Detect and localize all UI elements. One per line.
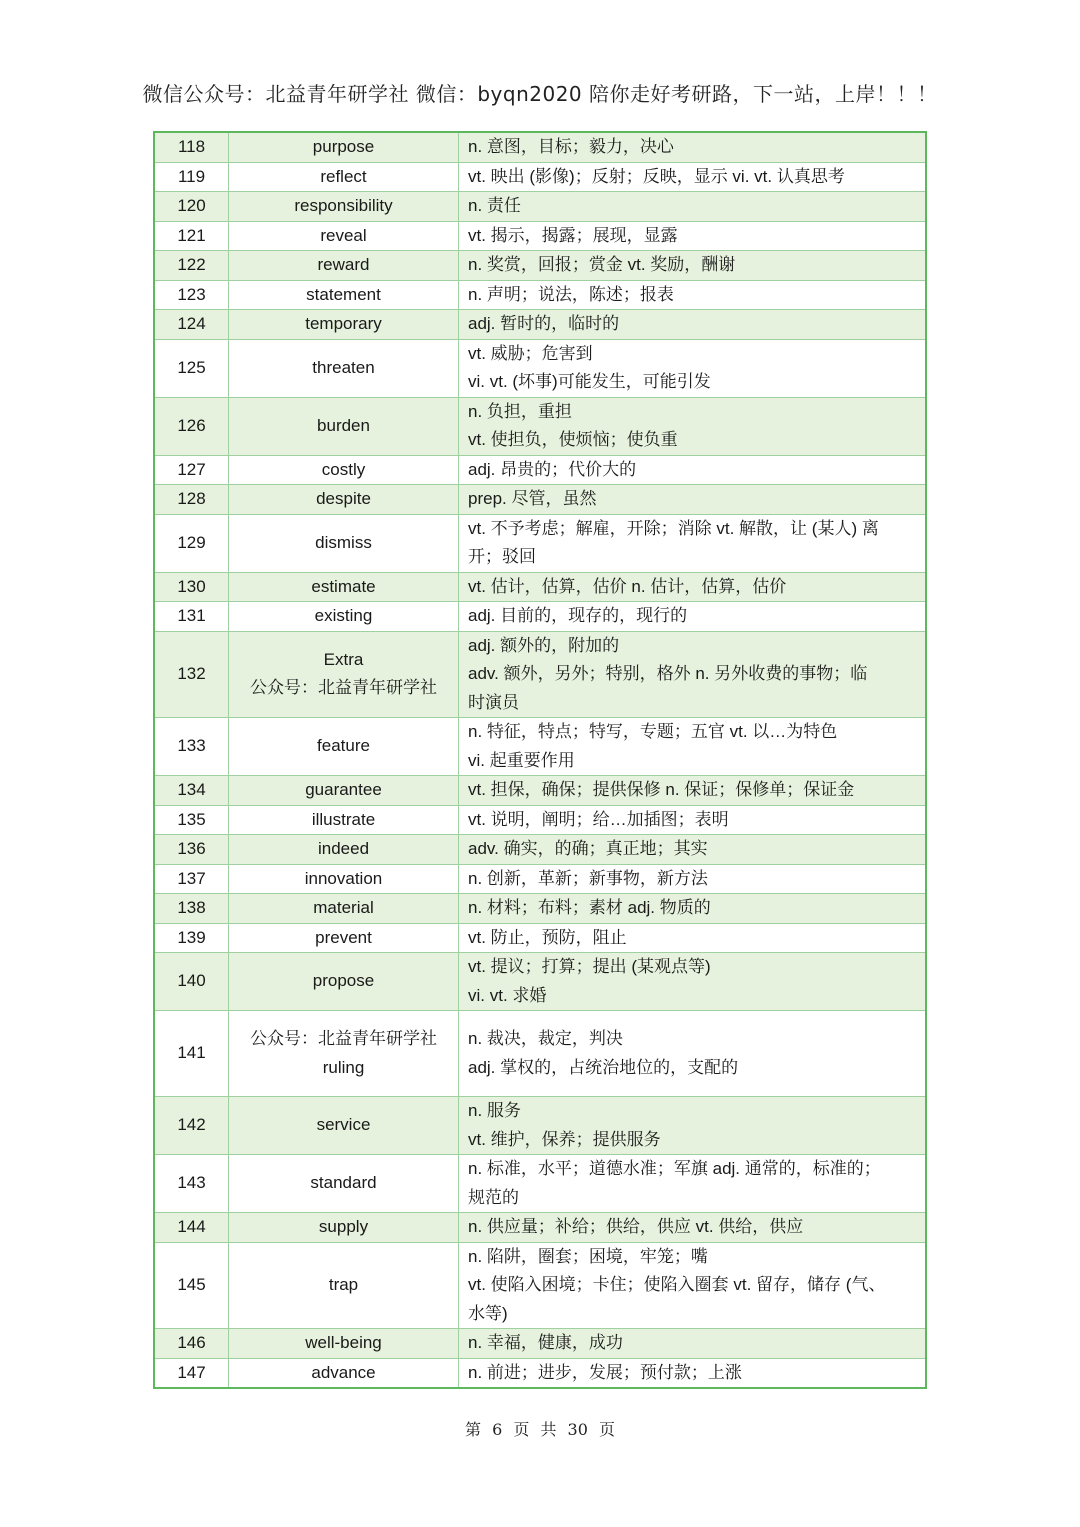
table-row	[154, 485, 926, 515]
table-row	[154, 397, 926, 455]
word-text: innovation	[304, 868, 383, 888]
definition-cell	[459, 339, 927, 397]
definition-line: adv. 额外，另外；特别，格外 n. 另外收费的事物；临	[468, 664, 868, 683]
definition-line: prep. 尽管，虽然	[468, 489, 597, 508]
definition-line: vt. 不予考虑；解雇，开除；消除 vt. 解散，让 (某人) 离	[468, 518, 879, 538]
definition-line: n. 意图，目标；毅力，决心	[468, 137, 674, 156]
row-number: 137	[154, 864, 229, 894]
definition-cell	[459, 310, 927, 340]
table-row	[154, 221, 926, 251]
table-row	[154, 1358, 926, 1388]
row-number: 119	[154, 162, 229, 192]
row-number: 120	[154, 192, 229, 222]
vocabulary-table	[153, 131, 927, 1389]
definition-cell	[459, 1155, 927, 1213]
table-row	[154, 514, 926, 572]
row-number: 128	[154, 485, 229, 515]
word-text: reward	[317, 255, 370, 274]
row-number: 147	[154, 1358, 229, 1388]
definition-line: vt. 揭示，揭露；展现，显露	[468, 225, 678, 245]
table-row	[154, 132, 926, 162]
definition-line: n. 前进；进步，发展；预付款；上涨	[468, 1362, 742, 1382]
word-cell	[229, 251, 459, 281]
table-row	[154, 1097, 926, 1155]
definition-line: vt. 提议；打算；提出 (某观点等)	[468, 957, 711, 976]
row-number: 138	[154, 894, 229, 924]
table-row	[154, 631, 926, 718]
definition-line: adj. 昂贵的；代价大的	[468, 459, 637, 479]
definition-line: vt. 估计，估算，估价 n. 估计，估算，估价	[468, 576, 787, 596]
table-row	[154, 1213, 926, 1243]
table-row	[154, 162, 926, 192]
word-text: threaten	[312, 357, 375, 377]
row-number: 127	[154, 455, 229, 485]
table-row	[154, 310, 926, 340]
table-row	[154, 923, 926, 953]
definition-cell	[459, 805, 927, 835]
word-text: dismiss	[315, 532, 372, 552]
definition-cell	[459, 1242, 927, 1329]
word-cell	[229, 1213, 459, 1243]
word-cell	[229, 864, 459, 894]
table-row	[154, 251, 926, 281]
word-text: purpose	[312, 137, 375, 156]
word-text: indeed	[317, 839, 370, 858]
row-number: 129	[154, 514, 229, 572]
word-cell	[229, 923, 459, 953]
definition-cell	[459, 953, 927, 1011]
table-row	[154, 1011, 926, 1097]
table-row	[154, 192, 926, 222]
definition-line: vi. 起重要作用	[468, 750, 575, 770]
definition-line: adj. 额外的，附加的	[468, 635, 620, 655]
word-cell	[229, 310, 459, 340]
word-cell	[229, 602, 459, 632]
definition-cell	[459, 864, 927, 894]
word-text: ruling	[322, 1057, 365, 1077]
definition-cell	[459, 397, 927, 455]
definition-line: n. 责任	[468, 196, 521, 215]
word-text: advance	[311, 1362, 376, 1382]
definition-line: 水等)	[468, 1303, 508, 1323]
word-text: reveal	[320, 225, 367, 245]
definition-cell	[459, 1011, 927, 1097]
definition-cell	[459, 631, 927, 718]
table-row	[154, 953, 926, 1011]
word-cell	[229, 1155, 459, 1213]
row-number: 133	[154, 718, 229, 776]
word-cell	[229, 1358, 459, 1388]
word-cell	[229, 221, 459, 251]
word-text: guarantee	[305, 780, 382, 799]
word-cell	[229, 631, 459, 718]
definition-line: 时演员	[468, 692, 519, 712]
definition-cell	[459, 251, 927, 281]
word-cell	[229, 339, 459, 397]
definition-line: n. 声明；说法，陈述；报表	[468, 284, 674, 304]
definition-cell	[459, 132, 927, 162]
word-text: trap	[328, 1275, 359, 1294]
table-row	[154, 1155, 926, 1213]
row-number: 118	[154, 132, 229, 162]
word-text: standard	[310, 1173, 377, 1193]
definition-cell	[459, 192, 927, 222]
row-number: 143	[154, 1155, 229, 1213]
definition-cell	[459, 455, 927, 485]
definition-line: n. 标准，水平；道德水准；军旗 adj. 通常的，标准的；	[468, 1159, 881, 1178]
definition-cell	[459, 894, 927, 924]
definition-line: vt. 维护，保养；提供服务	[468, 1129, 661, 1149]
definition-cell	[459, 514, 927, 572]
definition-cell	[459, 776, 927, 806]
word-cell	[229, 894, 459, 924]
definition-cell	[459, 572, 927, 602]
definition-line: adj. 暂时的，临时的	[468, 314, 620, 333]
word-cell	[229, 718, 459, 776]
definition-line: adv. 确实，的确；真正地；其实	[468, 839, 708, 858]
word-cell	[229, 280, 459, 310]
word-cell	[229, 1242, 459, 1329]
definition-line: vt. 防止，预防，阻止	[468, 927, 627, 947]
row-number: 146	[154, 1329, 229, 1359]
word-text: statement	[306, 284, 381, 304]
definition-cell	[459, 835, 927, 865]
word-text: propose	[312, 971, 375, 991]
row-number: 126	[154, 397, 229, 455]
row-number: 124	[154, 310, 229, 340]
word-cell	[229, 455, 459, 485]
vocabulary-table-body	[154, 132, 926, 1388]
row-number: 136	[154, 835, 229, 865]
word-text: despite	[316, 489, 371, 508]
word-text: prevent	[315, 927, 372, 947]
word-text: service	[316, 1115, 371, 1135]
row-number: 122	[154, 251, 229, 281]
word-text: well-being	[305, 1333, 382, 1352]
word-text: reflect	[320, 166, 367, 186]
word-text: existing	[314, 606, 373, 625]
row-number: 144	[154, 1213, 229, 1243]
word-cell	[229, 805, 459, 835]
word-cell	[229, 132, 459, 162]
table-row	[154, 894, 926, 924]
word-cell	[229, 192, 459, 222]
word-cell	[229, 953, 459, 1011]
word-cell	[229, 835, 459, 865]
definition-line: adj. 掌权的，占统治地位的，支配的	[468, 1057, 739, 1077]
row-number: 145	[154, 1242, 229, 1329]
word-cell	[229, 1329, 459, 1359]
definition-cell	[459, 1329, 927, 1359]
word-text: 公众号：北益青年研学社	[250, 1029, 437, 1048]
word-cell	[229, 776, 459, 806]
table-row	[154, 572, 926, 602]
definition-line: n. 负担，重担	[468, 401, 572, 421]
row-number: 141	[154, 1011, 229, 1097]
word-text: burden	[317, 415, 370, 435]
word-cell	[229, 1097, 459, 1155]
table-row	[154, 718, 926, 776]
word-text: responsibility	[294, 196, 393, 215]
word-text: supply	[318, 1217, 369, 1236]
table-row	[154, 455, 926, 485]
definition-line: n. 创新，革新；新事物，新方法	[468, 868, 708, 888]
definition-line: vt. 使担负，使烦恼；使负重	[468, 430, 678, 449]
definition-line: 开；驳回	[468, 547, 536, 566]
definition-line: n. 特征，特点；特写，专题；五官 vt. 以…为特色	[468, 722, 838, 741]
row-number: 134	[154, 776, 229, 806]
row-number: 121	[154, 221, 229, 251]
table-row	[154, 1242, 926, 1329]
definition-line: n. 供应量；补给；供给，供应 vt. 供给，供应	[468, 1217, 804, 1236]
row-number: 123	[154, 280, 229, 310]
table-row	[154, 864, 926, 894]
word-cell	[229, 1011, 459, 1097]
definition-cell	[459, 923, 927, 953]
row-number: 140	[154, 953, 229, 1011]
definition-cell	[459, 280, 927, 310]
word-text: temporary	[305, 314, 382, 333]
row-number: 142	[154, 1097, 229, 1155]
word-text: costly	[321, 459, 366, 479]
word-cell	[229, 485, 459, 515]
definition-cell	[459, 718, 927, 776]
definition-line: n. 奖赏，回报；赏金 vt. 奖励，酬谢	[468, 255, 736, 274]
definition-line: vi. vt. 求婚	[468, 985, 547, 1005]
definition-cell	[459, 1358, 927, 1388]
definition-cell	[459, 602, 927, 632]
row-number: 131	[154, 602, 229, 632]
definition-line: n. 材料；布料；素材 adj. 物质的	[468, 898, 711, 917]
row-number: 125	[154, 339, 229, 397]
page-header: 微信公众号：北益青年研学社 微信：byqn2020 陪你走好考研路，下一站，上岸！！！	[142, 82, 938, 106]
word-text: feature	[317, 736, 370, 756]
table-row	[154, 339, 926, 397]
definition-line: vt. 使陷入困境；卡住；使陷入圈套 vt. 留存，储存 (气、	[468, 1275, 886, 1294]
row-number: 135	[154, 805, 229, 835]
word-text: Extra	[323, 649, 364, 669]
page-footer: 第 6 页 共 30 页	[465, 1420, 615, 1439]
definition-line: vi. vt. (坏事)可能发生，可能引发	[468, 372, 711, 391]
definition-line: n. 裁决，裁定，判决	[468, 1029, 623, 1048]
word-text: estimate	[311, 576, 376, 596]
word-cell	[229, 572, 459, 602]
word-text: illustrate	[311, 809, 376, 829]
definition-line: vt. 说明，阐明；给…加插图；表明	[468, 809, 729, 829]
row-number: 132	[154, 631, 229, 718]
row-number: 139	[154, 923, 229, 953]
definition-line: n. 陷阱，圈套；困境，牢笼；嘴	[468, 1246, 708, 1266]
word-text: material	[313, 898, 374, 917]
definition-cell	[459, 162, 927, 192]
table-row	[154, 602, 926, 632]
table-row	[154, 835, 926, 865]
table-row	[154, 776, 926, 806]
row-number: 130	[154, 572, 229, 602]
definition-cell	[459, 485, 927, 515]
definition-cell	[459, 1213, 927, 1243]
definition-line: vt. 担保，确保；提供保修 n. 保证；保修单；保证金	[468, 780, 855, 799]
word-cell	[229, 514, 459, 572]
definition-line: 规范的	[468, 1187, 519, 1207]
table-row	[154, 1329, 926, 1359]
table-row	[154, 805, 926, 835]
definition-line: vt. 威胁；危害到	[468, 343, 593, 363]
definition-line: n. 幸福，健康，成功	[468, 1333, 623, 1352]
definition-line: adj. 目前的，现存的，现行的	[468, 606, 688, 625]
definition-cell	[459, 221, 927, 251]
definition-cell	[459, 1097, 927, 1155]
word-cell	[229, 397, 459, 455]
word-text: 公众号：北益青年研学社	[250, 678, 437, 698]
word-cell	[229, 162, 459, 192]
definition-line: n. 服务	[468, 1101, 521, 1120]
definition-line: vt. 映出 (影像)；反射；反映，显示 vi. vt. 认真思考	[468, 166, 845, 186]
table-row	[154, 280, 926, 310]
